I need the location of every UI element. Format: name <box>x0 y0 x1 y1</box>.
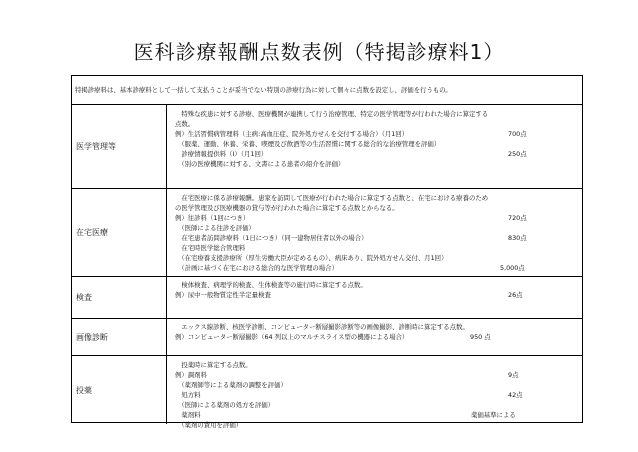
line-text: （別の医療機関に対する、文書による患者の紹介を評価） <box>175 160 345 168</box>
content-line <box>175 159 576 169</box>
content-line <box>175 263 576 273</box>
line-text: （計画に基づく在宅における総合的な医学管理の場合） <box>175 264 338 272</box>
table-row <box>72 105 582 189</box>
points-amount: 720点 <box>508 214 527 222</box>
row-content <box>167 356 582 429</box>
row-label: 画像診断 <box>72 319 167 355</box>
content-line <box>175 420 576 430</box>
content-line <box>175 109 576 119</box>
points-amount: 26点 <box>508 291 523 299</box>
line-text: （医師による薬剤の処方を評価） <box>175 401 275 409</box>
points-amount: 700点 <box>508 130 527 138</box>
line-text: 点数。 <box>175 120 195 128</box>
content-line <box>175 223 576 233</box>
line-text: （服薬、運動、休養、栄養、喫煙及び飲酒等の生活習慣に関する総合的な治療管理を評価） <box>175 140 441 148</box>
line-text: 特殊な疾患に対する診療、医療機関が連携して行う治療管理、特定の医学管理等が行われた場合に算定する <box>175 110 489 118</box>
content-line <box>175 149 576 159</box>
table-row <box>72 319 582 356</box>
content-line <box>175 193 576 203</box>
points-amount: 5,000点 <box>500 264 525 272</box>
line-text: 投薬時に算定する点数。 <box>175 361 252 369</box>
points-amount: 薬価基準による <box>471 411 516 419</box>
row-content <box>167 105 582 188</box>
row-label: 医学管理等 <box>72 105 167 188</box>
line-text: 例）生活習慣病管理料（主病:高血圧症、院外処方せんを交付する場合）（月1回） <box>175 130 409 138</box>
content-line <box>175 370 576 380</box>
content-line <box>175 380 576 390</box>
content-line <box>175 253 576 263</box>
content-line <box>175 243 576 253</box>
line-text: （医師による往診を評価） <box>175 224 255 232</box>
line-text: 例）往診料（1回につき） <box>175 214 250 222</box>
content-line <box>175 360 576 370</box>
line-text: 在宅患者訪問診療料（1日につき）（同一建物居住者以外の場合） <box>175 234 368 242</box>
row-label: 検査 <box>72 277 167 318</box>
content-line <box>175 129 576 139</box>
content-line <box>175 410 576 420</box>
points-amount: 830点 <box>508 234 527 242</box>
row-label: 在宅医療 <box>72 189 167 276</box>
points-amount: 250点 <box>508 150 527 158</box>
table-row <box>72 277 582 319</box>
row-content <box>167 319 582 355</box>
content-line <box>175 322 576 332</box>
line-text: 例）コンピューター断層撮影（64 列以上のマルチスライス型の機器による場合） <box>175 333 409 341</box>
row-content <box>167 189 582 276</box>
table-row <box>72 189 582 277</box>
line-text: 診療情報提供料（Ⅰ）（月1回） <box>175 150 268 158</box>
line-text: （薬剤の費用を評価） <box>175 421 243 429</box>
line-text: エックス線診断、核医学診断、コンピューター断層撮影診断等の画像撮影、診断時に算定する点数。 <box>175 323 469 331</box>
content-line <box>175 119 576 129</box>
points-amount: 42点 <box>508 391 523 399</box>
content-line <box>175 139 576 149</box>
content-line <box>175 390 576 400</box>
line-text: 薬剤料 <box>175 411 201 419</box>
table-row <box>72 356 582 429</box>
row-content <box>167 277 582 318</box>
line-text: 例）調剤料 <box>175 371 207 379</box>
fee-table <box>71 75 583 429</box>
content-line <box>175 400 576 410</box>
content-line <box>175 280 576 290</box>
intro-text: 特掲診療料は、基本診療料として一括して支払うことが妥当でない特別の診療行為に対して個々に点数を設定し、評価を行うもの。 <box>72 76 582 105</box>
line-text: 在宅時医学総合管理料 <box>175 244 246 252</box>
line-text: （在宅療養支援診療所（厚生労働大臣が定めるもの）、病床あり、院外処方せん交付、月1回） <box>175 254 448 262</box>
content-line <box>175 213 576 223</box>
page-title: 医科診療報酬点数表例（特掲診療料1） <box>133 40 505 64</box>
line-text: 検体検査、病理学的検査、生体検査等の施行時に算定する点数。 <box>175 281 367 289</box>
line-text: （薬剤師等による薬剤の調整を評価） <box>175 381 287 389</box>
content-line <box>175 233 576 243</box>
content-line <box>175 290 576 300</box>
points-amount: 9点 <box>508 371 519 379</box>
content-line <box>175 203 576 213</box>
content-line <box>175 332 576 342</box>
line-text: 例）尿中一般物質定性半定量検査 <box>175 291 271 299</box>
line-text: 在宅医療に係る診療報酬。患家を訪問して医療が行われた場合に算定する点数と、在宅における療養のため <box>175 194 489 202</box>
row-label: 投薬 <box>72 356 167 424</box>
line-text: 処方料 <box>175 391 201 399</box>
points-amount: 950 点 <box>470 333 491 341</box>
line-text: の医学管理及び医療機器の貸与等が行われた場合に算定する点数とからなる。 <box>175 204 399 212</box>
